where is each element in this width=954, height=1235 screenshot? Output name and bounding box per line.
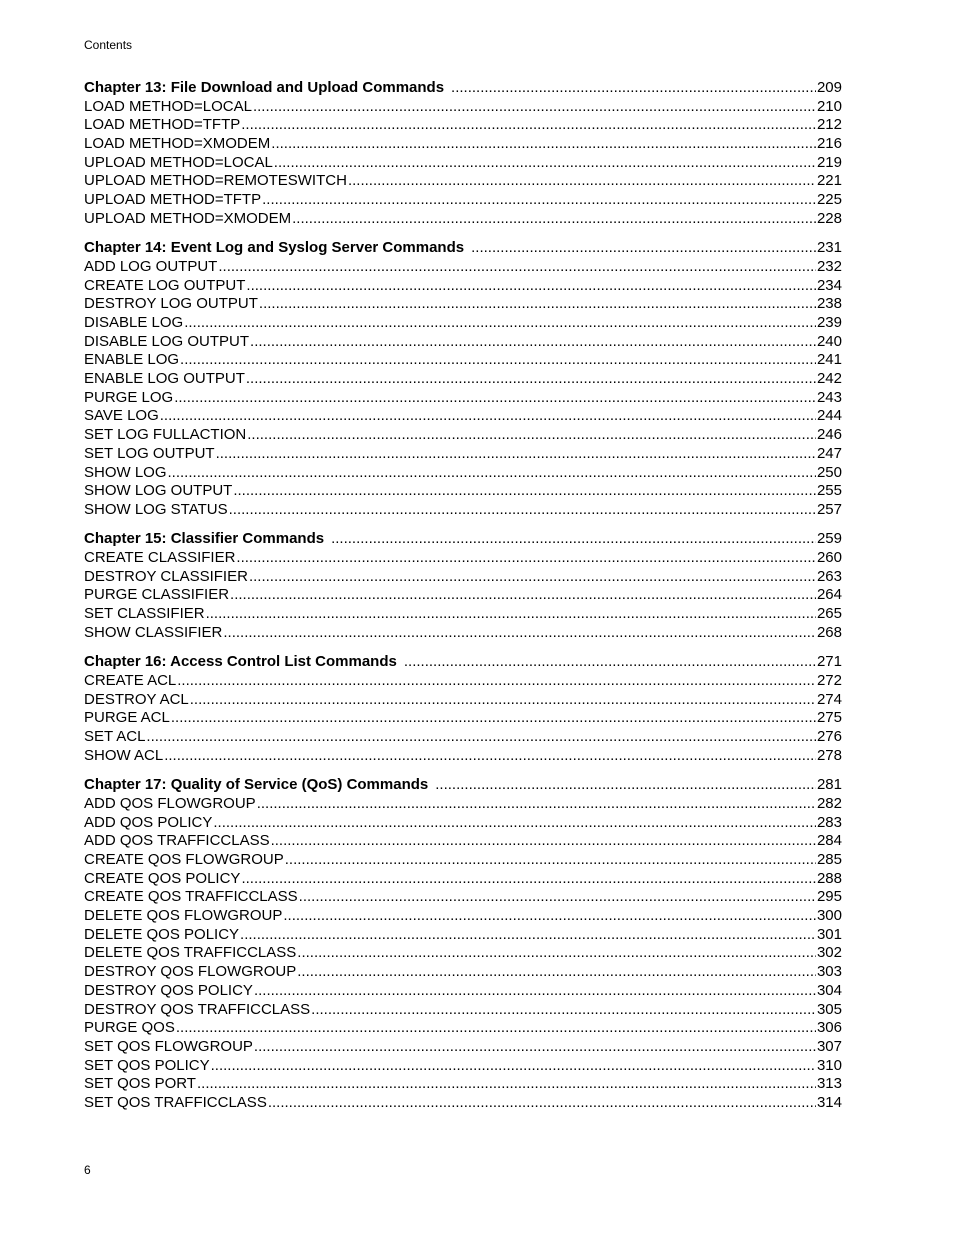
dot-leader (246, 277, 816, 296)
entry-title: CREATE QOS FLOWGROUP (84, 851, 284, 868)
page-number: 265 (816, 605, 842, 623)
dot-leader (348, 172, 816, 191)
page-number: 241 (816, 351, 842, 369)
chapter-title: Chapter 17: Quality of Service (QoS) Commands (84, 776, 429, 794)
entry-title: DESTROY CLASSIFIER (84, 567, 248, 585)
page-number: 242 (816, 370, 842, 388)
dot-leader (283, 907, 816, 926)
toc-chapter-entry[interactable] (84, 79, 842, 98)
entry-title: DELETE QOS FLOWGROUP (84, 907, 283, 925)
dot-leader (233, 482, 816, 501)
entry-title: UPLOAD METHOD=TFTP (84, 191, 262, 209)
entry-title: UPLOAD METHOD=REMOTESWITCH (84, 172, 347, 190)
toc-entry[interactable] (84, 795, 842, 814)
dot-leader (257, 795, 816, 814)
toc-entry[interactable] (84, 277, 842, 296)
toc-entry[interactable] (84, 1075, 842, 1094)
entry-title: PURGE CLASSIFIER (84, 586, 230, 604)
dot-leader (184, 314, 816, 333)
page-number: 313 (816, 1075, 842, 1093)
toc-entry[interactable] (84, 135, 842, 154)
page-number: 238 (816, 295, 842, 313)
toc-entry[interactable] (84, 926, 842, 945)
dot-leader (218, 258, 816, 277)
page-number: 281 (816, 776, 842, 794)
page-number: 271 (816, 653, 842, 671)
entry-title: DESTROY QOS FLOWGROUP (84, 963, 297, 981)
toc-entry[interactable] (84, 370, 842, 389)
toc-entry[interactable] (84, 944, 842, 963)
page-number: 275 (816, 709, 842, 727)
toc-entry[interactable] (84, 624, 842, 643)
chapter-title: Chapter 14: Event Log and Syslog Server Commands (84, 239, 465, 257)
toc-entry[interactable] (84, 1057, 842, 1076)
dot-leader (271, 135, 816, 154)
toc-section (84, 79, 842, 229)
entry-title: SET LOG OUTPUT (84, 444, 215, 462)
toc-entry[interactable] (84, 870, 842, 889)
toc-entry[interactable] (84, 672, 842, 691)
page-number: 300 (816, 907, 842, 925)
entry-title: DISABLE LOG OUTPUT (84, 332, 250, 350)
toc-section (84, 776, 842, 1112)
dot-leader (299, 888, 816, 907)
dot-leader (254, 982, 816, 1001)
dot-leader (297, 963, 816, 982)
chapter-title: Chapter 16: Access Control List Commands (84, 653, 397, 671)
page-number: 239 (816, 314, 842, 332)
page-number: 247 (816, 444, 842, 462)
dot-leader (197, 1075, 816, 1094)
dot-leader (297, 944, 816, 963)
entry-title: SHOW LOG (84, 463, 167, 481)
dot-leader (241, 116, 816, 135)
dot-leader (229, 501, 816, 520)
page-number: 304 (816, 981, 842, 999)
entry-title: ENABLE LOG OUTPUT (84, 370, 245, 388)
toc-section (84, 530, 842, 642)
table-of-contents (84, 79, 842, 1123)
dot-leader (216, 445, 816, 464)
page-number: 244 (816, 407, 842, 425)
dot-leader (249, 568, 816, 587)
dot-leader (240, 926, 816, 945)
toc-entry[interactable] (84, 709, 842, 728)
entry-title: ADD QOS TRAFFICCLASS (84, 832, 270, 850)
toc-entry[interactable] (84, 747, 842, 766)
dot-leader (311, 1001, 816, 1020)
dot-leader (236, 549, 816, 568)
entry-title: SET QOS FLOWGROUP (84, 1037, 253, 1055)
page-number: 232 (816, 257, 842, 275)
entry-title: CREATE QOS TRAFFICCLASS (84, 888, 298, 906)
entry-title: DESTROY QOS TRAFFICCLASS (84, 1000, 311, 1018)
page-number: 285 (816, 851, 842, 868)
dot-leader (271, 832, 816, 851)
toc-section (84, 653, 842, 765)
entry-title: ADD QOS POLICY (84, 813, 213, 831)
entry-title: SET ACL (84, 728, 146, 746)
entry-title: ADD LOG OUTPUT (84, 257, 218, 275)
entry-title: SET QOS POLICY (84, 1056, 210, 1074)
dot-leader (331, 530, 816, 549)
dot-leader (168, 464, 816, 483)
page-number: 212 (816, 116, 842, 134)
entry-title: LOAD METHOD=LOCAL (84, 97, 252, 115)
dot-leader (176, 1019, 816, 1038)
chapter-title: Chapter 15: Classifier Commands (84, 530, 325, 548)
toc-entry[interactable] (84, 832, 842, 851)
page-number: 234 (816, 276, 842, 294)
dot-leader (471, 239, 816, 258)
dot-leader (164, 747, 816, 766)
dot-leader (274, 154, 816, 173)
toc-chapter-entry[interactable] (84, 653, 842, 672)
page-number: 272 (816, 672, 842, 690)
entry-title: SAVE LOG (84, 407, 159, 425)
dot-leader (292, 210, 816, 229)
page-number: 288 (816, 869, 842, 887)
page-number: 260 (816, 549, 842, 567)
toc-entry[interactable] (84, 389, 842, 408)
entry-title: SET QOS TRAFFICCLASS (84, 1093, 267, 1111)
toc-entry[interactable] (84, 172, 842, 191)
entry-title: ENABLE LOG (84, 351, 180, 369)
toc-entry[interactable] (84, 605, 842, 624)
dot-leader (190, 691, 816, 710)
page-number: 263 (816, 567, 842, 585)
toc-entry[interactable] (84, 982, 842, 1001)
dot-leader (177, 672, 816, 691)
toc-entry[interactable] (84, 814, 842, 833)
dot-leader (146, 728, 816, 747)
entry-title: DESTROY LOG OUTPUT (84, 295, 258, 313)
dot-leader (253, 98, 816, 117)
entry-title: DESTROY ACL (84, 690, 189, 708)
entry-title: DELETE QOS TRAFFICCLASS (84, 944, 297, 962)
toc-chapter-entry[interactable] (84, 776, 842, 795)
page-number: 301 (816, 925, 842, 943)
page-number: 282 (816, 794, 842, 812)
dot-leader (241, 870, 816, 889)
page-number: 283 (816, 813, 842, 831)
dot-leader (285, 851, 816, 870)
dot-leader (174, 389, 816, 408)
dot-leader (211, 1057, 816, 1076)
dot-leader (246, 370, 816, 389)
page-number: 231 (816, 239, 842, 257)
page-number: 264 (816, 586, 842, 604)
page-number: 284 (816, 832, 842, 850)
entry-title: DISABLE LOG (84, 314, 184, 332)
toc-entry[interactable] (84, 501, 842, 520)
page-number: 306 (816, 1019, 842, 1037)
dot-leader (435, 776, 816, 795)
running-header: Contents (84, 38, 133, 52)
page-number: 303 (816, 963, 842, 981)
dot-leader (254, 1038, 816, 1057)
toc-entry[interactable] (84, 963, 842, 982)
page-number: 228 (816, 209, 842, 227)
page-number: 278 (816, 746, 842, 764)
page-number: 240 (816, 332, 842, 350)
toc-section (84, 239, 842, 519)
dot-leader (213, 814, 816, 833)
dot-leader (180, 351, 816, 370)
page-number: 274 (816, 690, 842, 708)
entry-title: SET CLASSIFIER (84, 605, 205, 623)
toc-entry[interactable] (84, 333, 842, 352)
entry-title: ADD QOS FLOWGROUP (84, 794, 256, 812)
entry-title: LOAD METHOD=XMODEM (84, 135, 271, 153)
dot-leader (206, 605, 816, 624)
entry-title: SHOW LOG OUTPUT (84, 482, 233, 500)
entry-title: CREATE QOS POLICY (84, 869, 241, 887)
chapter-title: Chapter 13: File Download and Upload Commands (84, 79, 445, 96)
dot-leader (247, 426, 816, 445)
page-number: 209 (816, 79, 842, 96)
toc-entry[interactable] (84, 314, 842, 333)
page-number: 257 (816, 500, 842, 518)
toc-entry[interactable] (84, 258, 842, 277)
dot-leader (171, 709, 816, 728)
toc-entry[interactable] (84, 426, 842, 445)
entry-title: PURGE LOG (84, 388, 174, 406)
page-number: 255 (816, 482, 842, 500)
dot-leader (451, 79, 816, 98)
footer-page-number: 6 (84, 1163, 91, 1177)
toc-entry[interactable] (84, 888, 842, 907)
toc-chapter-entry[interactable] (84, 530, 842, 549)
entry-title: PURGE QOS (84, 1019, 175, 1037)
toc-entry[interactable] (84, 691, 842, 710)
toc-entry[interactable] (84, 1038, 842, 1057)
page-number: 276 (816, 728, 842, 746)
toc-entry[interactable] (84, 568, 842, 587)
page-number: 250 (816, 463, 842, 481)
entry-title: DELETE QOS POLICY (84, 925, 240, 943)
page-number: 310 (816, 1056, 842, 1074)
dot-leader (250, 333, 816, 352)
entry-title: SHOW CLASSIFIER (84, 623, 223, 641)
toc-entry[interactable] (84, 851, 842, 870)
dot-leader (268, 1094, 816, 1113)
toc-entry[interactable] (84, 482, 842, 501)
entry-title: SHOW ACL (84, 746, 164, 764)
dot-leader (404, 653, 816, 672)
entry-title: CREATE CLASSIFIER (84, 549, 236, 567)
page-number: 314 (816, 1093, 842, 1111)
page-number: 295 (816, 888, 842, 906)
toc-entry[interactable] (84, 1019, 842, 1038)
toc-entry[interactable] (84, 728, 842, 747)
entry-title: CREATE ACL (84, 672, 177, 690)
entry-title: SET QOS PORT (84, 1075, 196, 1093)
entry-title: CREATE LOG OUTPUT (84, 276, 246, 294)
page-number: 246 (816, 426, 842, 444)
toc-entry[interactable] (84, 549, 842, 568)
toc-entry[interactable] (84, 445, 842, 464)
entry-title: SET LOG FULLACTION (84, 426, 247, 444)
toc-entry[interactable] (84, 295, 842, 314)
page-number: 210 (816, 97, 842, 115)
toc-entry[interactable] (84, 1001, 842, 1020)
toc-entry[interactable] (84, 351, 842, 370)
dot-leader (223, 624, 816, 643)
page-number: 268 (816, 623, 842, 641)
toc-entry[interactable] (84, 210, 842, 229)
page-number: 219 (816, 153, 842, 171)
toc-entry[interactable] (84, 407, 842, 426)
entry-title: PURGE ACL (84, 709, 170, 727)
toc-entry[interactable] (84, 464, 842, 483)
dot-leader (259, 295, 816, 314)
dot-leader (230, 586, 816, 605)
page-number: 216 (816, 135, 842, 153)
page-number: 302 (816, 944, 842, 962)
entry-title: UPLOAD METHOD=LOCAL (84, 153, 273, 171)
toc-entry[interactable] (84, 586, 842, 605)
page-number: 259 (816, 530, 842, 548)
toc-entry[interactable] (84, 116, 842, 135)
page-number: 305 (816, 1000, 842, 1018)
toc-entry[interactable] (84, 154, 842, 173)
toc-entry[interactable] (84, 1094, 842, 1113)
toc-entry[interactable] (84, 191, 842, 210)
toc-entry[interactable] (84, 907, 842, 926)
dot-leader (160, 407, 816, 426)
entry-title: SHOW LOG STATUS (84, 500, 228, 518)
page-number: 243 (816, 388, 842, 406)
entry-title: LOAD METHOD=TFTP (84, 116, 241, 134)
page-number: 225 (816, 191, 842, 209)
entry-title: UPLOAD METHOD=XMODEM (84, 209, 292, 227)
page-number: 307 (816, 1037, 842, 1055)
entry-title: DESTROY QOS POLICY (84, 981, 253, 999)
page-number: 221 (816, 172, 842, 190)
toc-chapter-entry[interactable] (84, 239, 842, 258)
toc-entry[interactable] (84, 98, 842, 117)
dot-leader (262, 191, 816, 210)
